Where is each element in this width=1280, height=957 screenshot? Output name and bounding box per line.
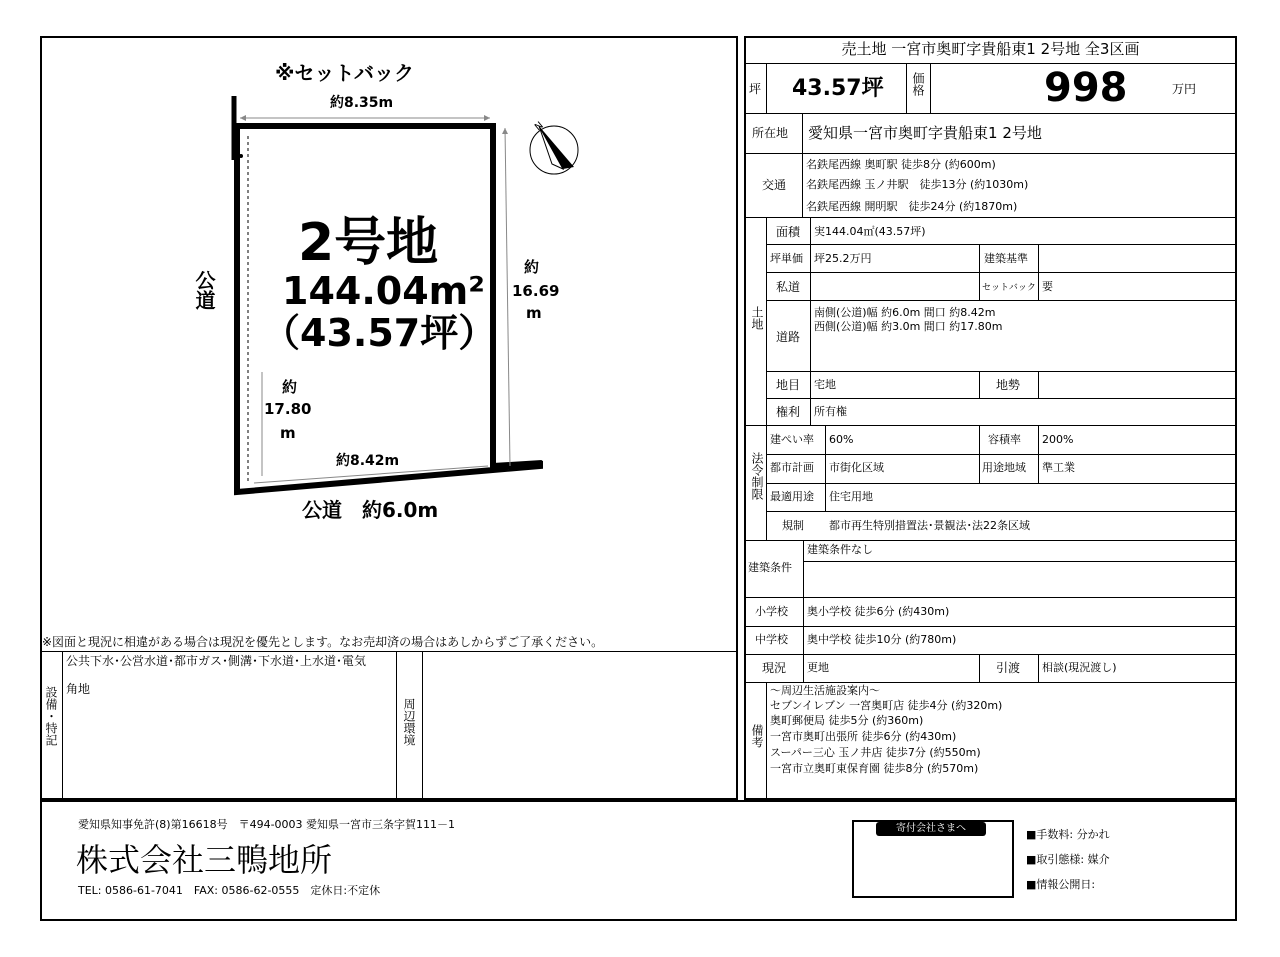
price-value: 998	[1044, 65, 1128, 111]
info-title: 売土地 一宮市奥町字貴船東1 2号地 全3区画	[841, 40, 1140, 58]
env-label: 周辺環境	[402, 698, 416, 746]
col-line	[930, 63, 931, 113]
build-cond-value: 建築条件なし	[807, 543, 873, 556]
status-label: 現況	[762, 661, 787, 675]
row-line	[745, 63, 1236, 64]
best-use-value: 住宅用地	[829, 490, 873, 503]
lot-area-m2: 144.04m²	[282, 269, 485, 313]
col-line	[803, 654, 804, 682]
area-value: 実144.04㎡(43.57坪)	[814, 225, 926, 238]
row-line	[766, 454, 1236, 455]
top-width-label: 約8.35m	[330, 95, 394, 111]
lot-area-tsubo: （43.57坪）	[262, 311, 497, 355]
remark-4: 一宮市奥町出張所 徒歩6分 (約430m)	[770, 730, 957, 743]
transport-line-2: 名鉄尾西線 玉ノ井駅 徒歩13分 (約1030m)	[806, 178, 1029, 191]
tsubo-value: 43.57坪	[792, 76, 884, 101]
row-line	[766, 244, 1236, 245]
footer-license: 愛知県知事免許(8)第16618号 〒494-0003 愛知県一宮市三条字賀111－1	[78, 818, 456, 831]
bottom-width-label: 約8.42m	[336, 453, 400, 469]
transport-line-3: 名鉄尾西線 開明駅 徒歩24分 (約1870m)	[806, 200, 1018, 213]
build-cond-label: 建築条件	[748, 561, 792, 574]
law-label: 法令制限	[750, 452, 764, 500]
equipment-text-2: 角地	[66, 682, 91, 696]
setback-note: ※セットバック	[275, 61, 415, 85]
bcr-label: 建ぺい率	[770, 433, 814, 446]
col-line	[979, 371, 980, 398]
land-label: 土地	[750, 306, 764, 330]
equipment-label: 設備・特記	[44, 686, 58, 746]
best-use-label: 最適用途	[770, 490, 814, 503]
elem-value: 奥小学校 徒歩6分 (約430m)	[807, 605, 950, 618]
equipment-text-1: 公共下水･公営水道･都市ガス･側溝･下水道･上水道･電気	[66, 654, 367, 668]
col-line	[766, 217, 767, 425]
row-line	[766, 272, 1236, 273]
row-line	[745, 654, 1236, 655]
left-depth-c: m	[280, 424, 296, 442]
footer-company: 株式会社三鴨地所	[76, 841, 333, 879]
footer-fee: ■手数料: 分かれ	[1026, 828, 1110, 841]
col-line	[766, 63, 767, 113]
row-line	[745, 113, 1236, 114]
status-value: 更地	[807, 661, 829, 674]
map-disclaimer: ※図面と現況に相違がある場合は現況を優先とします。なお売却済の場合はあしからずご了承ください。	[42, 635, 604, 649]
area-label: 面積	[776, 225, 801, 239]
tsubo-label: 坪	[749, 82, 762, 96]
building-std-label: 建築基準	[984, 252, 1028, 265]
footer-publish: ■情報公開日:	[1026, 878, 1096, 891]
row-line	[766, 483, 1236, 484]
price-label: 価格	[911, 72, 925, 96]
col-line	[1038, 371, 1039, 398]
stamp-label: 寄付会社さまへ	[876, 822, 986, 836]
col-line	[810, 217, 811, 425]
equip-div-2	[396, 651, 397, 799]
handover-value: 相談(現況渡し)	[1042, 661, 1117, 674]
city-plan-value: 市街化区域	[829, 461, 884, 474]
remark-6: 一宮市立奥町東保育園 徒歩8分 (約570m)	[770, 762, 979, 775]
right-depth-a: 約	[524, 258, 540, 276]
left-depth-b: 17.80	[264, 400, 312, 418]
row-line	[803, 561, 1236, 562]
transport-label: 交通	[762, 178, 787, 192]
elem-label: 小学校	[755, 605, 788, 618]
location-label: 所在地	[752, 126, 789, 140]
row-line	[745, 540, 1236, 541]
chisei-label: 地勢	[996, 378, 1021, 392]
remark-2: セブンイレブン 一宮奥町店 徒歩4分 (約320m)	[770, 699, 1003, 712]
zoning-value: 準工業	[1042, 461, 1075, 474]
remark-5: スーパー三心 玉ノ井店 徒歩7分 (約550m)	[770, 746, 981, 759]
col-line	[906, 63, 907, 113]
city-plan-label: 都市計画	[770, 461, 814, 474]
unit-price-value: 坪25.2万円	[814, 252, 872, 265]
map-divider	[41, 651, 737, 652]
compass-n-label: N	[533, 119, 546, 134]
rights-label: 権利	[776, 405, 801, 419]
location-value: 愛知県一宮市奥町字貴船東1 2号地	[808, 124, 1042, 142]
row-line	[745, 425, 1236, 426]
regulation-value: 都市再生特別措置法･景観法･法22条区域	[829, 519, 1030, 532]
remark-3: 奥町郵便局 徒歩5分 (約360m)	[770, 714, 924, 727]
rights-value: 所有権	[814, 405, 847, 418]
col-line	[802, 113, 803, 153]
chimoku-value: 宅地	[814, 378, 836, 391]
bcr-value: 60%	[829, 433, 854, 446]
far-label: 容積率	[988, 433, 1021, 446]
row-line	[745, 597, 1236, 598]
junior-value: 奥中学校 徒歩10分 (約780m)	[807, 633, 957, 646]
row-line	[766, 371, 1236, 372]
right-depth-b: 16.69	[512, 282, 560, 300]
equip-div-1	[62, 651, 63, 799]
right-depth-c: m	[526, 304, 542, 322]
lot-name: 2号地	[298, 213, 439, 273]
left-depth-a: 約	[282, 378, 298, 396]
far-value: 200%	[1042, 433, 1074, 446]
col-line	[802, 153, 803, 217]
road-line-1: 南側(公道)幅 約6.0m 間口 約8.42m	[814, 306, 996, 319]
remark-1: 〜周辺生活施設案内〜	[770, 684, 880, 697]
unit-price-label: 坪単価	[770, 252, 803, 265]
setback-value: 要	[1042, 280, 1053, 293]
row-line	[766, 300, 1236, 301]
row-line	[766, 511, 1236, 512]
private-road-label: 私道	[776, 280, 801, 294]
footer-contact: TEL: 0586-61-7041 FAX: 0586-62-0555 定休日:不定休	[78, 884, 381, 897]
chimoku-label: 地目	[776, 378, 801, 392]
road-line-2: 西側(公道)幅 約3.0m 間口 約17.80m	[814, 320, 1003, 333]
equip-div-3	[422, 651, 423, 799]
row-line	[745, 626, 1236, 627]
regulation-label: 規制	[782, 519, 804, 532]
remarks-label: 備考	[750, 724, 764, 748]
price-unit: 万円	[1172, 82, 1197, 96]
junior-label: 中学校	[755, 633, 788, 646]
road-bottom-label: 公道 約6.0m	[302, 498, 439, 522]
setback-label: セットバック	[982, 283, 1036, 293]
row-line	[745, 682, 1236, 683]
footer-deal: ■取引態様: 媒介	[1026, 853, 1110, 866]
col-line	[766, 682, 767, 799]
road-left-label: 公道	[192, 270, 216, 310]
road-label: 道路	[776, 330, 801, 344]
col-line	[803, 540, 804, 597]
zoning-label: 用途地域	[982, 461, 1026, 474]
transport-line-1: 名鉄尾西線 奥町駅 徒歩8分 (約600m)	[806, 158, 996, 171]
row-line	[766, 398, 1236, 399]
handover-label: 引渡	[996, 661, 1021, 675]
col-line	[825, 425, 826, 511]
row-line	[745, 153, 1236, 154]
col-line	[979, 654, 980, 682]
row-line	[745, 217, 1236, 218]
col-line	[1038, 654, 1039, 682]
